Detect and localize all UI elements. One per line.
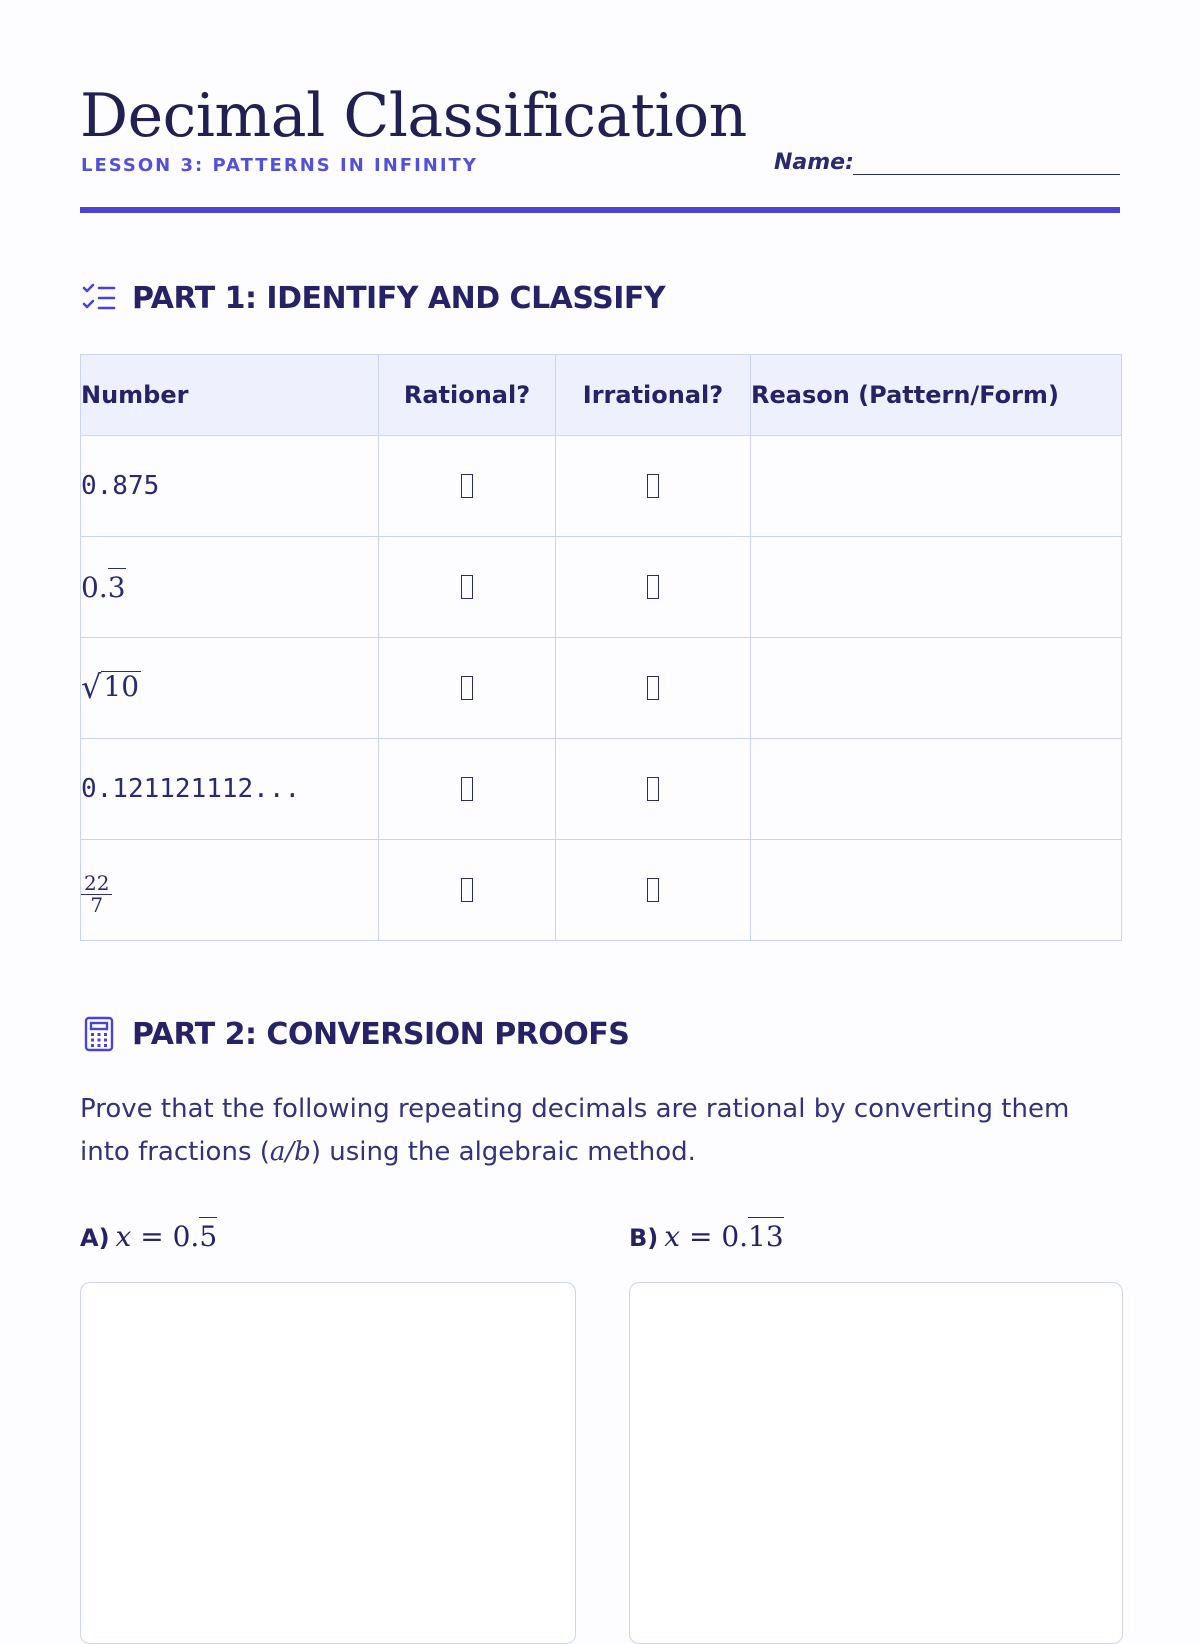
- reason-cell[interactable]: [751, 537, 1122, 638]
- denominator: 7: [90, 893, 104, 917]
- variable: x: [664, 1220, 681, 1253]
- problem-a-label: [80, 1220, 217, 1253]
- irrational-checkbox[interactable]: [647, 575, 659, 599]
- column-header-rational: Rational?: [379, 355, 556, 436]
- part1-title: PART 1: IDENTIFY AND CLASSIFY: [132, 280, 666, 316]
- reason-cell[interactable]: [751, 638, 1122, 739]
- classification-table: [80, 354, 1122, 941]
- decimal-prefix: 0.: [721, 1220, 749, 1253]
- checklist-icon: [80, 279, 118, 317]
- number-cell: [81, 638, 379, 739]
- equals: =: [131, 1220, 173, 1253]
- instructions-part: Prove that the following repeating decimals are rational by converting them into fractions (: [80, 1094, 1070, 1167]
- reason-cell[interactable]: [751, 436, 1122, 537]
- irrational-checkbox[interactable]: [647, 474, 659, 498]
- header-divider: [80, 207, 1120, 213]
- name-label: Name:: [774, 150, 854, 175]
- rational-checkbox[interactable]: [461, 474, 473, 498]
- table-header-row: [81, 355, 1122, 436]
- column-header-irrational: Irrational?: [556, 355, 751, 436]
- page-title: Decimal Classification: [80, 81, 747, 151]
- fraction-expression: a/b: [269, 1137, 311, 1167]
- repeating-digits: 3: [107, 570, 126, 604]
- table-row: [81, 739, 1122, 840]
- table-row: [81, 537, 1122, 638]
- problem-expression: [664, 1220, 783, 1253]
- decimal-prefix: 0.: [81, 570, 108, 604]
- part2-title: PART 2: CONVERSION PROOFS: [132, 1016, 630, 1052]
- square-root: [81, 668, 141, 706]
- equals: =: [680, 1220, 722, 1253]
- part2-heading: [80, 1015, 629, 1053]
- column-header-reason: Reason (Pattern/Form): [751, 355, 1122, 436]
- number-cell: [81, 840, 379, 941]
- irrational-checkbox[interactable]: [647, 676, 659, 700]
- lesson-subtitle: LESSON 3: PATTERNS IN INFINITY: [81, 155, 478, 176]
- rational-checkbox[interactable]: [461, 777, 473, 801]
- repeating-digits: 13: [748, 1220, 784, 1253]
- instructions-part: ) using the algebraic method.: [310, 1137, 696, 1167]
- name-input-line[interactable]: [853, 174, 1120, 175]
- rational-checkbox[interactable]: [461, 575, 473, 599]
- number-cell: 0.121121112...: [81, 739, 379, 840]
- part1-heading: [80, 279, 665, 317]
- problem-b-work-area[interactable]: [629, 1282, 1123, 1644]
- problem-a-work-area[interactable]: [80, 1282, 576, 1644]
- column-header-number: Number: [81, 355, 379, 436]
- decimal-prefix: 0.: [172, 1220, 200, 1253]
- table-row: [81, 436, 1122, 537]
- repeating-digits: 5: [199, 1220, 218, 1253]
- table-row: [81, 638, 1122, 739]
- reason-cell[interactable]: [751, 739, 1122, 840]
- table-row: [81, 840, 1122, 941]
- numerator: 22: [81, 873, 112, 895]
- irrational-checkbox[interactable]: [647, 777, 659, 801]
- problem-letter: A): [80, 1224, 110, 1252]
- number-cell: [81, 537, 379, 638]
- rational-checkbox[interactable]: [461, 878, 473, 902]
- number-cell: 0.875: [81, 436, 379, 537]
- calculator-icon: [80, 1015, 118, 1053]
- problem-b-label: [629, 1220, 784, 1253]
- rational-checkbox[interactable]: [461, 676, 473, 700]
- problem-letter: B): [629, 1224, 659, 1252]
- reason-cell[interactable]: [751, 840, 1122, 941]
- instructions-text: [80, 1088, 1120, 1174]
- fraction: [81, 873, 112, 916]
- radical-sign-icon: √: [81, 668, 102, 706]
- variable: x: [115, 1220, 132, 1253]
- radicand: 10: [103, 670, 140, 704]
- problem-expression: [116, 1220, 218, 1253]
- irrational-checkbox[interactable]: [647, 878, 659, 902]
